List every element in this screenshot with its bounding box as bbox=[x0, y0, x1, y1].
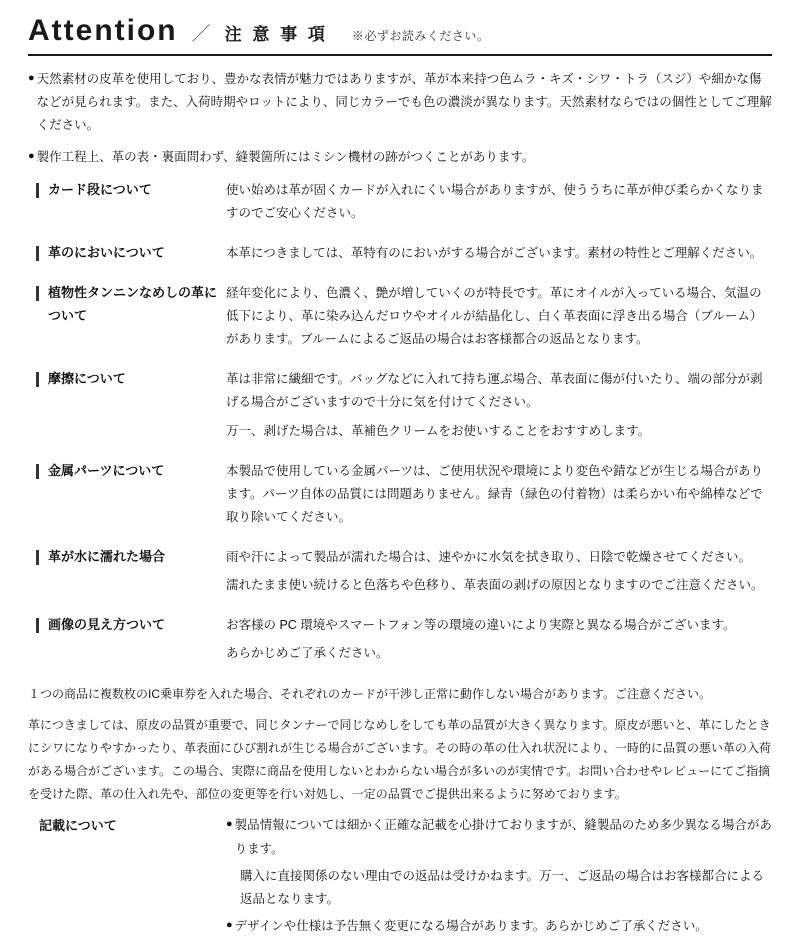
label-bar-icon bbox=[36, 286, 39, 301]
paragraph: 濡れたまま使い続けると色落ちや色移り、革表面の剥げの原因となりますのでご注意ください。 bbox=[226, 578, 764, 593]
footer-body bbox=[226, 814, 772, 942]
section-tanned-leather bbox=[28, 282, 772, 351]
section-label-text: 革のにおいについて bbox=[48, 244, 165, 260]
list-item bbox=[226, 814, 772, 860]
paragraph: 万一、剥げた場合は、革補色クリームをお使いすることをおすすめします。 bbox=[226, 423, 651, 438]
list-item bbox=[28, 146, 772, 169]
title-separator: ／ bbox=[191, 24, 211, 45]
paragraph: 使い始めは革が固くカードが入れにくい場合がありますが、使ううちに革が伸び柔らかくなりますのでご安心ください。 bbox=[226, 182, 764, 220]
section-label bbox=[28, 368, 226, 391]
section-leather-smell bbox=[28, 242, 772, 265]
list-item bbox=[28, 68, 772, 137]
footer-label: 記載について bbox=[39, 818, 117, 834]
note-ic-card: １つの商品に複数枚のIC乗車券を入れた場合、それぞれのカードが干渉し正常に動作しない場合があります。ご注意ください。 bbox=[28, 686, 712, 701]
section-body bbox=[226, 179, 772, 225]
section-label-text: 金属パーツについて bbox=[48, 462, 165, 478]
section-label bbox=[28, 614, 226, 637]
label-bar-icon bbox=[36, 372, 39, 387]
section-body bbox=[226, 546, 772, 597]
section-label bbox=[28, 179, 226, 202]
section-card-slots bbox=[28, 179, 772, 225]
paragraph: 本製品で使用している金属パーツは、ご使用状況や環境により変色や錆などが生じる場合があります。パーツ自体の品質には問題ありません。緑青（緑色の付着物）は柔らかい布や綿棒などで取り除いてください。 bbox=[226, 463, 764, 524]
section-image-appearance bbox=[28, 614, 772, 665]
section-body bbox=[226, 242, 772, 265]
label-bar-icon bbox=[36, 464, 39, 479]
label-bar-icon bbox=[36, 246, 39, 261]
label-bar-icon bbox=[36, 183, 39, 198]
section-body bbox=[226, 368, 772, 442]
section-label-text: 摩擦について bbox=[48, 371, 126, 387]
document-header bbox=[28, 14, 772, 56]
intro-text: 製作工程上、革の表・裏面問わず、縫製箇所にはミシン機材の跡がつくことがあります。 bbox=[36, 150, 535, 165]
bullet-icon: ● bbox=[28, 72, 35, 84]
section-label bbox=[28, 460, 226, 483]
note-leather-quality: 革につきましては、原皮の品質が重要で、同じタンナーで同じなめしをしても革の品質が大きく異なります。原皮が悪いと、革にしたときにシワになりやすかったり、革表面にひび割れが生じる場合がございます。その時の革の仕入れ状況により、一時的に品質の悪い革の入荷がある場合がございます。この場合、実際に商品を使用しないとわからない場合が多いのが実情です。お問い合わせやレビューにてご指摘を受けた際、革の仕入れ先や、部位の変更等を行い対処し、一定の品質でご提供出来るように努めております。 bbox=[28, 718, 772, 801]
notes-list bbox=[28, 683, 772, 806]
paragraph: 雨や汗によって製品が濡れた場合は、速やかに水気を拭き取り、日陰で乾燥させてください。 bbox=[226, 550, 752, 564]
footer-item-text: デザインや仕様は予告無く変更になる場合があります。あらかじめご了承ください。 bbox=[234, 918, 708, 933]
paragraph: あらかじめご了承ください。 bbox=[226, 646, 389, 661]
section-friction bbox=[28, 368, 772, 442]
footer-item-text: 製品情報については細かく正確な記載を心掛けておりますが、縫製品のため多少異なる場合があります。 bbox=[234, 818, 772, 856]
header-note: ※必ずお読みください。 bbox=[351, 29, 490, 43]
sections-list bbox=[28, 179, 772, 666]
section-label bbox=[28, 546, 226, 569]
footer-item-subtext: 購入に直接関係のない理由での返品は受けかねます。万一、ご返品の場合はお客様都合による返品となります。 bbox=[240, 868, 765, 906]
section-body bbox=[226, 460, 772, 529]
page-title: Attention bbox=[28, 14, 178, 47]
list-item bbox=[226, 915, 772, 938]
section-label-text: 革が水に濡れた場合 bbox=[48, 549, 166, 564]
bullet-icon: ● bbox=[226, 918, 233, 931]
intro-text: 天然素材の皮革を使用しており、豊かな表情が魅力ではありますが、革が本来持つ色ムラ・キズ・シワ・トラ（スジ）や細かな傷などが見られます。また、入荷時期やロットにより、同じカラーでも色の濃淡が異なります。天然素材ならではの個性としてご理解ください。 bbox=[36, 72, 772, 133]
bullet-icon: ● bbox=[226, 818, 233, 831]
paragraph: 革は非常に繊細です。バッグなどに入れて持ち運ぶ場合、革表面に傷が付いたり、端の部分が剥げる場合がございますので十分に気を付けてください。 bbox=[226, 372, 763, 410]
bullet-icon: ● bbox=[28, 150, 35, 163]
intro-list bbox=[28, 68, 772, 170]
paragraph: 経年変化により、色濃く、艶が増していくのが特長です。革にオイルが入っている場合、気温の低下により、革に染み込んだロウやオイルが結晶化し、白く革表面に浮き出る場合（ブルーム）があります。ブルームによるご返品の場合はお客様都合の返品となります。 bbox=[226, 285, 763, 347]
paragraph: お客様の PC 環境やスマートフォン等の環境の違いにより実際と異なる場合がございます。 bbox=[226, 618, 736, 633]
section-body bbox=[226, 282, 772, 351]
footer-description-section bbox=[28, 814, 772, 942]
section-label bbox=[28, 242, 226, 265]
page-subtitle: 注 意 事 項 bbox=[224, 25, 328, 44]
section-label bbox=[28, 282, 226, 328]
label-bar-icon bbox=[36, 618, 39, 633]
section-metal-parts bbox=[28, 460, 772, 529]
section-body bbox=[226, 614, 772, 665]
label-bar-icon bbox=[36, 550, 39, 565]
section-wet-leather bbox=[28, 546, 772, 597]
section-label-text: カード段について bbox=[48, 181, 152, 197]
section-label-text: 植物性タンニンなめしの革について bbox=[48, 284, 218, 323]
paragraph: 本革につきましては、革特有のにおいがする場合がございます。素材の特性とご理解ください。 bbox=[226, 245, 763, 260]
section-label-text: 画像の見え方ついて bbox=[48, 617, 166, 633]
